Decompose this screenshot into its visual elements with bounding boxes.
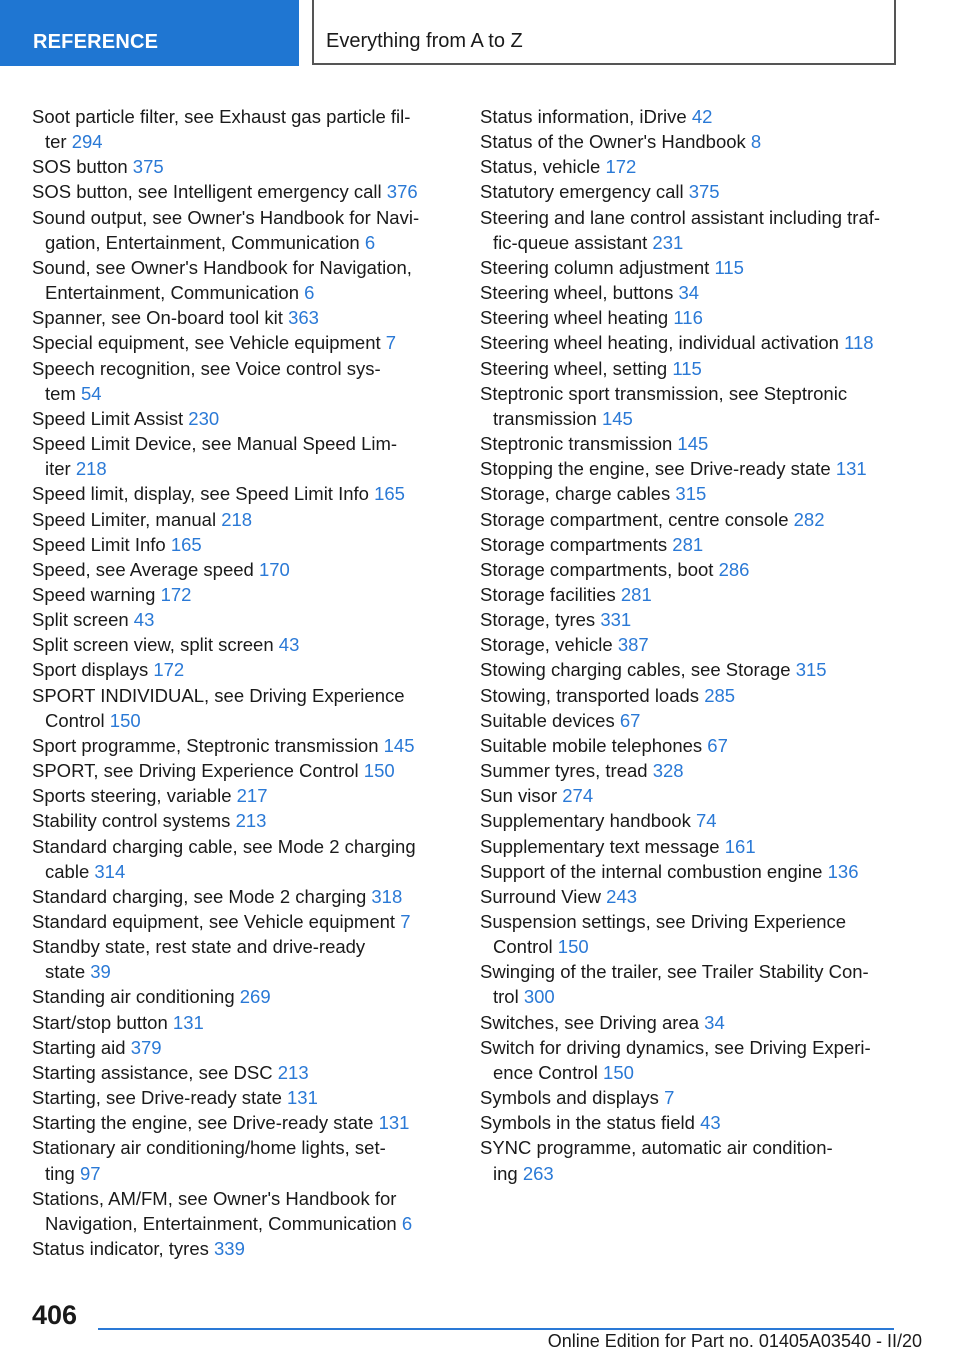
index-entry: SYNC programme, automatic air condition- ing 263 — [480, 1137, 833, 1184]
page-reference-link[interactable]: 172 — [153, 659, 185, 681]
index-entry: Stopping the engine, see Drive-ready state 131 — [480, 458, 867, 480]
index-entry: Suitable mobile telephones 67 — [480, 734, 728, 756]
index-entry: Standard charging, see Mode 2 charging 318 — [32, 885, 403, 907]
index-entry: Supplementary text message 161 — [480, 835, 756, 857]
page-reference-link[interactable]: 213 — [235, 810, 267, 832]
index-entry: Starting assistance, see DSC 213 — [32, 1061, 309, 1083]
index-entry: Speech recognition, see Voice control sys- tem 54 — [32, 357, 381, 404]
page-reference-link[interactable]: 286 — [718, 558, 750, 580]
index-entry: Stowing charging cables, see Storage 315 — [480, 659, 827, 681]
page-reference-link[interactable]: 131 — [172, 1011, 204, 1033]
page-reference-link[interactable]: 74 — [696, 810, 717, 832]
index-entry: Status indicator, tyres 339 — [32, 1238, 245, 1260]
page-reference-link[interactable]: 161 — [724, 835, 756, 857]
page-reference-link[interactable]: 131 — [287, 1087, 318, 1109]
page-reference-link[interactable]: 172 — [605, 156, 637, 178]
index-entry: Steering wheel heating 116 — [480, 307, 703, 329]
section-label: REFERENCE — [0, 0, 299, 66]
page-reference-link[interactable]: 42 — [691, 106, 713, 127]
index-entry: Steering wheel, buttons 34 — [480, 282, 700, 304]
index-entry: Steering and lane control assistant including traf- fic-queue assistant 231 — [480, 206, 881, 253]
index-entry: Steering wheel, setting 115 — [480, 357, 702, 379]
index-entry: Starting, see Drive-ready state 131 — [32, 1087, 318, 1109]
page-reference-link[interactable]: 150 — [603, 1061, 634, 1083]
index-entry: Steptronic transmission 145 — [480, 433, 709, 455]
page-reference-link[interactable]: 150 — [557, 936, 589, 958]
index-entry: SOS button 375 — [32, 156, 164, 178]
page-reference-link[interactable]: 67 — [707, 734, 728, 756]
index-entry: Steering wheel heating, individual activation 118 — [480, 332, 874, 354]
index-entry: Spanner, see On-board tool kit 363 — [32, 307, 319, 329]
index-entry: Swinging of the trailer, see Trailer Stability Con- trol 300 — [480, 961, 869, 1008]
page-reference-link[interactable]: 172 — [160, 583, 192, 605]
page-reference-link[interactable]: 281 — [620, 583, 652, 605]
page-reference-link[interactable]: 43 — [700, 1112, 721, 1134]
page-reference-link[interactable]: 339 — [214, 1238, 245, 1260]
index-entry: Sun visor 274 — [480, 785, 594, 807]
index-entry: Sports steering, variable 217 — [32, 785, 268, 807]
page-reference-link[interactable]: 318 — [371, 885, 403, 907]
index-entry: Soot particle filter, see Exhaust gas particle fil- ter 294 — [32, 106, 411, 153]
page-reference-link[interactable]: 34 — [704, 1011, 725, 1033]
index-column-left — [32, 104, 444, 1261]
index-entry: Storage compartment, centre console 282 — [480, 508, 825, 530]
page-reference-link[interactable]: 165 — [374, 483, 405, 505]
page-reference-link[interactable]: 363 — [288, 307, 319, 329]
page-reference-link[interactable]: 43 — [133, 609, 155, 631]
page-reference-link[interactable]: 7 — [385, 332, 397, 354]
page-reference-link[interactable]: 285 — [704, 684, 736, 706]
index-entry: Sport programme, Steptronic transmission 145 — [32, 734, 415, 756]
page-reference-link[interactable]: 165 — [170, 533, 202, 555]
index-entry: Steering column adjustment 115 — [480, 256, 744, 278]
index-entry: Support of the internal combustion engine 136 — [480, 860, 859, 882]
page-reference-link[interactable]: 6 — [364, 231, 376, 253]
page-reference-link[interactable]: 131 — [835, 458, 867, 480]
index-entry: Standing air conditioning 269 — [32, 986, 271, 1008]
page-reference-link[interactable]: 116 — [673, 307, 703, 329]
page-reference-link[interactable]: 6 — [401, 1212, 413, 1234]
index-entry: Stations, AM/FM, see Owner's Handbook for Navigation, Entertainment, Communication 6 — [32, 1187, 413, 1234]
page-reference-link[interactable]: 328 — [652, 760, 684, 782]
page-reference-link[interactable]: 67 — [619, 709, 641, 731]
page-reference-link[interactable]: 217 — [236, 785, 268, 807]
page-reference-link[interactable]: 7 — [664, 1087, 675, 1109]
page-reference-link[interactable]: 115 — [672, 357, 702, 379]
index-entry: Storage compartments, boot 286 — [480, 558, 750, 580]
chapter-title: Everything from A to Z — [312, 0, 896, 65]
page-reference-link[interactable]: 150 — [109, 709, 141, 731]
index-entry: SPORT, see Driving Experience Control 150 — [32, 760, 395, 782]
page-reference-link[interactable]: 282 — [793, 508, 825, 530]
page-reference-link[interactable]: 136 — [827, 860, 859, 882]
index-entry: Storage compartments 281 — [480, 533, 704, 555]
index-entry: SPORT INDIVIDUAL, see Driving Experience Control 150 — [32, 684, 405, 731]
page-reference-link[interactable]: 315 — [675, 483, 707, 505]
page-reference-link[interactable]: 7 — [400, 911, 411, 932]
index-entry: Standard charging cable, see Mode 2 charging cable 314 — [32, 835, 416, 882]
page-reference-link[interactable]: 263 — [522, 1162, 554, 1184]
index-entry: Standby state, rest state and drive-ready state 39 — [32, 936, 366, 983]
page-reference-link[interactable]: 115 — [714, 256, 744, 278]
edition-note: Online Edition for Part no. 01405A03540 - II/20 — [547, 1331, 922, 1351]
index-entry: Symbols and displays 7 — [480, 1087, 675, 1109]
index-entry: Starting aid 379 — [32, 1036, 162, 1058]
page-reference-link[interactable]: 375 — [132, 156, 164, 178]
page-reference-link[interactable]: 387 — [617, 634, 649, 656]
index-entry: Steptronic sport transmission, see Steptronic transmission 145 — [480, 382, 848, 429]
index-entry: Sound, see Owner's Handbook for Navigation, Entertainment, Communication 6 — [32, 256, 412, 304]
page-reference-link[interactable]: 218 — [75, 458, 107, 480]
index-entry: Stationary air conditioning/home lights, set- ting 97 — [32, 1137, 386, 1184]
page-reference-link[interactable]: 150 — [363, 760, 395, 782]
index-entry: Speed Limit Assist 230 — [32, 407, 220, 429]
index-entry: Speed Limit Info 165 — [32, 533, 202, 555]
index-entry: Status, vehicle 172 — [480, 156, 637, 178]
page-reference-link[interactable]: 269 — [239, 986, 271, 1008]
index-entry: Stowing, transported loads 285 — [480, 684, 736, 706]
page-reference-link[interactable]: 300 — [523, 986, 555, 1008]
page-reference-link[interactable]: 131 — [378, 1112, 410, 1134]
page-reference-link[interactable]: 281 — [672, 533, 704, 555]
index-entry: Speed, see Average speed 170 — [32, 558, 290, 580]
index-entry: Stability control systems 213 — [32, 810, 267, 832]
page-number: 406 — [32, 1300, 78, 1330]
index-entry: Suitable devices 67 — [480, 709, 641, 731]
index-entry: Special equipment, see Vehicle equipment 7 — [32, 332, 397, 354]
page-reference-link[interactable]: 34 — [678, 282, 700, 304]
index-entry: Storage facilities 281 — [480, 583, 652, 605]
index-entry: Summer tyres, tread 328 — [480, 760, 684, 782]
index-entry: Suspension settings, see Driving Experience Control 150 — [480, 911, 847, 958]
index-entry: Speed warning 172 — [32, 583, 192, 605]
index-entry: Standard equipment, see Vehicle equipment 7 — [32, 911, 411, 932]
index-entry: Storage, vehicle 387 — [480, 634, 649, 656]
index-entry: Starting the engine, see Drive-ready state 131 — [32, 1112, 410, 1134]
index-entry: Split screen 43 — [32, 609, 155, 631]
index-entry: Switches, see Driving area 34 — [480, 1011, 725, 1033]
page-reference-link[interactable]: 314 — [94, 860, 126, 882]
index-entry: Sport displays 172 — [32, 659, 185, 681]
page-reference-link[interactable]: 230 — [188, 407, 220, 429]
page-reference-link[interactable]: 145 — [677, 433, 709, 455]
page-reference-link[interactable]: 231 — [652, 231, 684, 253]
page-reference-link[interactable]: 145 — [383, 734, 415, 756]
index-entry: Supplementary handbook 74 — [480, 810, 717, 832]
index-entry: Statutory emergency call 375 — [480, 181, 720, 203]
index-entry: Storage, tyres 331 — [480, 609, 632, 631]
page-reference-link[interactable]: 43 — [278, 634, 300, 656]
page-reference-link[interactable]: 170 — [258, 558, 290, 580]
index-entry: Speed limit, display, see Speed Limit Info 165 — [32, 483, 405, 505]
page-reference-link[interactable]: 379 — [130, 1036, 162, 1058]
page-reference-link[interactable]: 39 — [90, 961, 111, 983]
index-column-right — [480, 104, 900, 1186]
index-entry: Speed Limiter, manual 218 — [32, 508, 253, 530]
index-entry: Speed Limit Device, see Manual Speed Lim- iter 218 — [32, 433, 398, 480]
page-reference-link[interactable]: 243 — [606, 885, 638, 907]
page-reference-link[interactable]: 375 — [688, 181, 720, 203]
index-entry: SOS button, see Intelligent emergency call 376 — [32, 181, 418, 203]
footer-divider — [98, 1328, 894, 1330]
page-reference-link[interactable]: 218 — [221, 508, 253, 530]
page-reference-link[interactable]: 294 — [71, 131, 103, 153]
page-reference-link[interactable]: 54 — [80, 382, 102, 404]
page-reference-link[interactable]: 97 — [79, 1162, 101, 1184]
page-reference-link[interactable]: 145 — [601, 407, 633, 429]
page-reference-link[interactable]: 331 — [600, 609, 632, 631]
page-reference-link[interactable]: 8 — [750, 131, 762, 153]
index-entry: Sound output, see Owner's Handbook for Navi- gation, Entertainment, Communication 6 — [32, 206, 420, 253]
index-entry: Surround View 243 — [480, 885, 638, 907]
index-entry: Status information, iDrive 42 — [480, 106, 713, 127]
page-reference-link[interactable]: 315 — [795, 659, 827, 681]
page-header — [0, 0, 960, 66]
index-entry: Status of the Owner's Handbook 8 — [480, 131, 762, 153]
page-reference-link[interactable]: 213 — [277, 1061, 309, 1083]
page-reference-link[interactable]: 274 — [562, 785, 594, 807]
page-reference-link[interactable]: 376 — [386, 181, 418, 203]
page-reference-link[interactable]: 6 — [304, 282, 315, 304]
page-reference-link[interactable]: 118 — [844, 332, 874, 354]
index-entry: Switch for driving dynamics, see Driving Experi- ence Control 150 — [480, 1036, 871, 1083]
index-entry: Split screen view, split screen 43 — [32, 634, 300, 656]
index-entry: Start/stop button 131 — [32, 1011, 204, 1033]
index-entry: Symbols in the status field 43 — [480, 1112, 721, 1134]
index-entry: Storage, charge cables 315 — [480, 483, 707, 505]
